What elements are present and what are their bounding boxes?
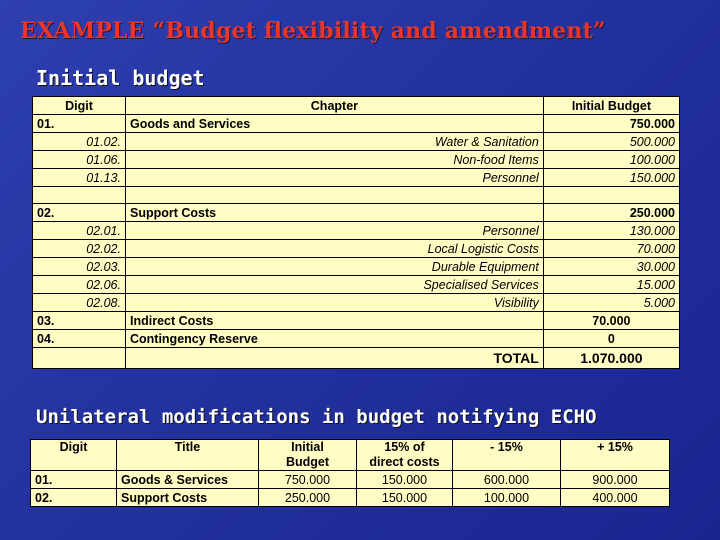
- total-row: [33, 348, 680, 369]
- col-plus-header: + 15%: [561, 440, 670, 471]
- amount-cell: 130.000: [543, 222, 679, 240]
- chapter-cell: Durable Equipment: [125, 258, 543, 276]
- initial-cell: 750.000: [259, 471, 357, 489]
- table-row: [33, 294, 680, 312]
- digit-cell: 01.02.: [33, 133, 126, 151]
- digit-cell: 04.: [33, 330, 126, 348]
- minus-cell: 100.000: [453, 489, 561, 507]
- initial-budget-table: [32, 96, 680, 369]
- digit-cell: 03.: [33, 312, 126, 330]
- digit-cell: 02.02.: [33, 240, 126, 258]
- col-digit-header: Digit: [33, 97, 126, 115]
- digit-cell: 02.06.: [33, 276, 126, 294]
- col-chapter-header: Chapter: [125, 97, 543, 115]
- chapter-cell: Goods and Services: [125, 115, 543, 133]
- modifications-table: [30, 439, 670, 507]
- initial-header-line1: Initial: [291, 440, 324, 454]
- table-row: [33, 133, 680, 151]
- amount-cell: 30.000: [543, 258, 679, 276]
- amount-cell: 500.000: [543, 133, 679, 151]
- initial-header-line2: Budget: [285, 455, 330, 469]
- table-row: [33, 330, 680, 348]
- digit-cell: 01.06.: [33, 151, 126, 169]
- chapter-cell: Local Logistic Costs: [125, 240, 543, 258]
- title-cell: Support Costs: [117, 489, 259, 507]
- title-cell: Goods & Services: [117, 471, 259, 489]
- amount-cell: 250.000: [543, 204, 679, 222]
- spacer-row: [33, 187, 680, 204]
- col-minus-header: - 15%: [453, 440, 561, 471]
- digit-cell: 01.13.: [33, 169, 126, 187]
- pct-cell: 150.000: [357, 489, 453, 507]
- amount-cell: 70.000: [543, 240, 679, 258]
- pct-header-line1: 15% of: [384, 440, 425, 454]
- table-row: [33, 276, 680, 294]
- table-row: [33, 222, 680, 240]
- digit-cell: 02.01.: [33, 222, 126, 240]
- col-pct-header: [357, 440, 453, 471]
- table-row: [33, 240, 680, 258]
- table-header-row: [33, 97, 680, 115]
- slide-title: EXAMPLE “Budget flexibility and amendment”: [20, 18, 606, 44]
- plus-cell: 900.000: [561, 471, 670, 489]
- table-row: [33, 312, 680, 330]
- table-row: [33, 258, 680, 276]
- col-initial-header: Initial Budget: [543, 97, 679, 115]
- chapter-cell: Specialised Services: [125, 276, 543, 294]
- digit-cell: 02.08.: [33, 294, 126, 312]
- table-header-row: [31, 440, 670, 471]
- col-digit-header: Digit: [31, 440, 117, 471]
- amount-cell: 750.000: [543, 115, 679, 133]
- amount-cell: 0: [543, 330, 679, 348]
- pct-cell: 150.000: [357, 471, 453, 489]
- table-row: [33, 151, 680, 169]
- digit-cell: 02.: [33, 204, 126, 222]
- total-value: 1.070.000: [543, 348, 679, 369]
- amount-cell: 70.000: [543, 312, 679, 330]
- chapter-cell: Personnel: [125, 222, 543, 240]
- digit-cell: 01.: [33, 115, 126, 133]
- table-row: [33, 204, 680, 222]
- total-label: TOTAL: [125, 348, 543, 369]
- empty-cell: [33, 348, 126, 369]
- digit-cell: 01.: [31, 471, 117, 489]
- minus-cell: 600.000: [453, 471, 561, 489]
- modifications-heading: Unilateral modifications in budget notifying ECHO: [36, 406, 597, 428]
- table-row: [31, 489, 670, 507]
- plus-cell: 400.000: [561, 489, 670, 507]
- col-title-header: Title: [117, 440, 259, 471]
- amount-cell: 5.000: [543, 294, 679, 312]
- table-row: [33, 169, 680, 187]
- chapter-cell: Support Costs: [125, 204, 543, 222]
- digit-cell: 02.: [31, 489, 117, 507]
- pct-header-line2: direct costs: [369, 455, 440, 469]
- chapter-cell: Visibility: [125, 294, 543, 312]
- initial-cell: 250.000: [259, 489, 357, 507]
- chapter-cell: Water & Sanitation: [125, 133, 543, 151]
- digit-cell: 02.03.: [33, 258, 126, 276]
- chapter-cell: Contingency Reserve: [125, 330, 543, 348]
- initial-budget-heading: Initial budget: [36, 66, 205, 90]
- amount-cell: 15.000: [543, 276, 679, 294]
- amount-cell: 150.000: [543, 169, 679, 187]
- chapter-cell: Indirect Costs: [125, 312, 543, 330]
- table-row: [31, 471, 670, 489]
- chapter-cell: Personnel: [125, 169, 543, 187]
- chapter-cell: Non-food Items: [125, 151, 543, 169]
- table-row: [33, 115, 680, 133]
- amount-cell: 100.000: [543, 151, 679, 169]
- col-initial-header: [259, 440, 357, 471]
